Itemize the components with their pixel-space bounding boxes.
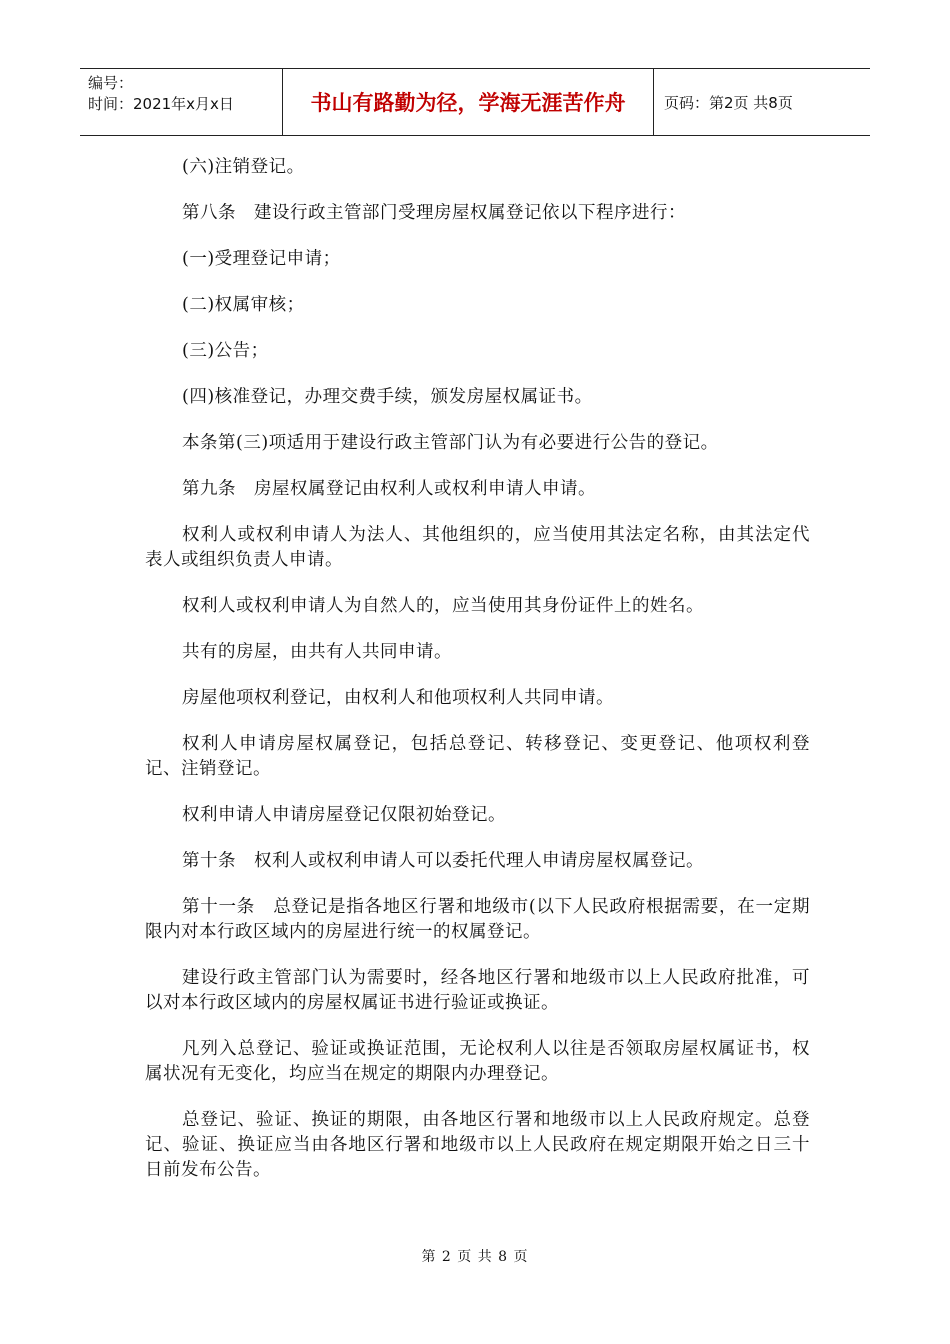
paragraph: 第八条 建设行政主管部门受理房屋权属登记依以下程序进行： [182, 203, 686, 223]
header-motto: 书山有路勤为径，学海无涯苦作舟 [282, 69, 654, 135]
paragraph: 凡列入总登记、验证或换证范围，无论权利人以往是否领取房屋权属证书，权属状况有无变化，均应当在规定的期限内办理登记。 [145, 1039, 810, 1084]
paragraph: (六)注销登记。 [182, 157, 305, 177]
paragraph: 权利人申请房屋权属登记，包括总登记、转移登记、变更登记、他项权利登记、注销登记。 [145, 734, 810, 779]
paragraph: 第九条 房屋权属登记由权利人或权利申请人申请。 [182, 479, 596, 499]
paragraph: 第十一条 总登记是指各地区行署和地级市(以下人民政府根据需要，在一定期限内对本行政区域内的房屋进行统一的权属登记。 [145, 897, 810, 942]
paragraph: 总登记、验证、换证的期限，由各地区行署和地级市以上人民政府规定。总登记、验证、换证应当由各地区行署和地级市以上人民政府在规定期限开始之日三十日前发布公告。 [145, 1110, 810, 1180]
header-page-info: 页码：第2页 共8页 [664, 93, 793, 112]
page-footer: 第 2 页 共 8 页 [421, 1249, 529, 1265]
document-date: 时间：2021年x月x日 [88, 95, 234, 113]
paragraph: 第十条 权利人或权利申请人可以委托代理人申请房屋权属登记。 [182, 851, 704, 871]
page-header [80, 68, 870, 136]
paragraph: 共有的房屋，由共有人共同申请。 [182, 642, 452, 662]
document-number-label: 编号： [88, 74, 134, 92]
paragraph: 权利申请人申请房屋登记仅限初始登记。 [182, 805, 506, 825]
paragraph: 权利人或权利申请人为法人、其他组织的，应当使用其法定名称，由其法定代表人或组织负责人申请。 [145, 525, 810, 570]
paragraph: 建设行政主管部门认为需要时，经各地区行署和地级市以上人民政府批准，可以对本行政区域内的房屋权属证书进行验证或换证。 [145, 968, 810, 1013]
paragraph: 房屋他项权利登记，由权利人和他项权利人共同申请。 [182, 688, 614, 708]
paragraph: (一)受理登记申请； [182, 249, 341, 269]
paragraph: 本条第(三)项适用于建设行政主管部门认为有必要进行公告的登记。 [182, 433, 719, 453]
document-body [145, 155, 810, 1204]
paragraph: (三)公告； [182, 341, 269, 361]
header-meta [80, 69, 282, 135]
paragraph: (四)核准登记，办理交费手续，颁发房屋权属证书。 [182, 387, 593, 407]
paragraph: 权利人或权利申请人为自然人的，应当使用其身份证件上的姓名。 [182, 596, 704, 616]
paragraph: (二)权属审核； [182, 295, 305, 315]
